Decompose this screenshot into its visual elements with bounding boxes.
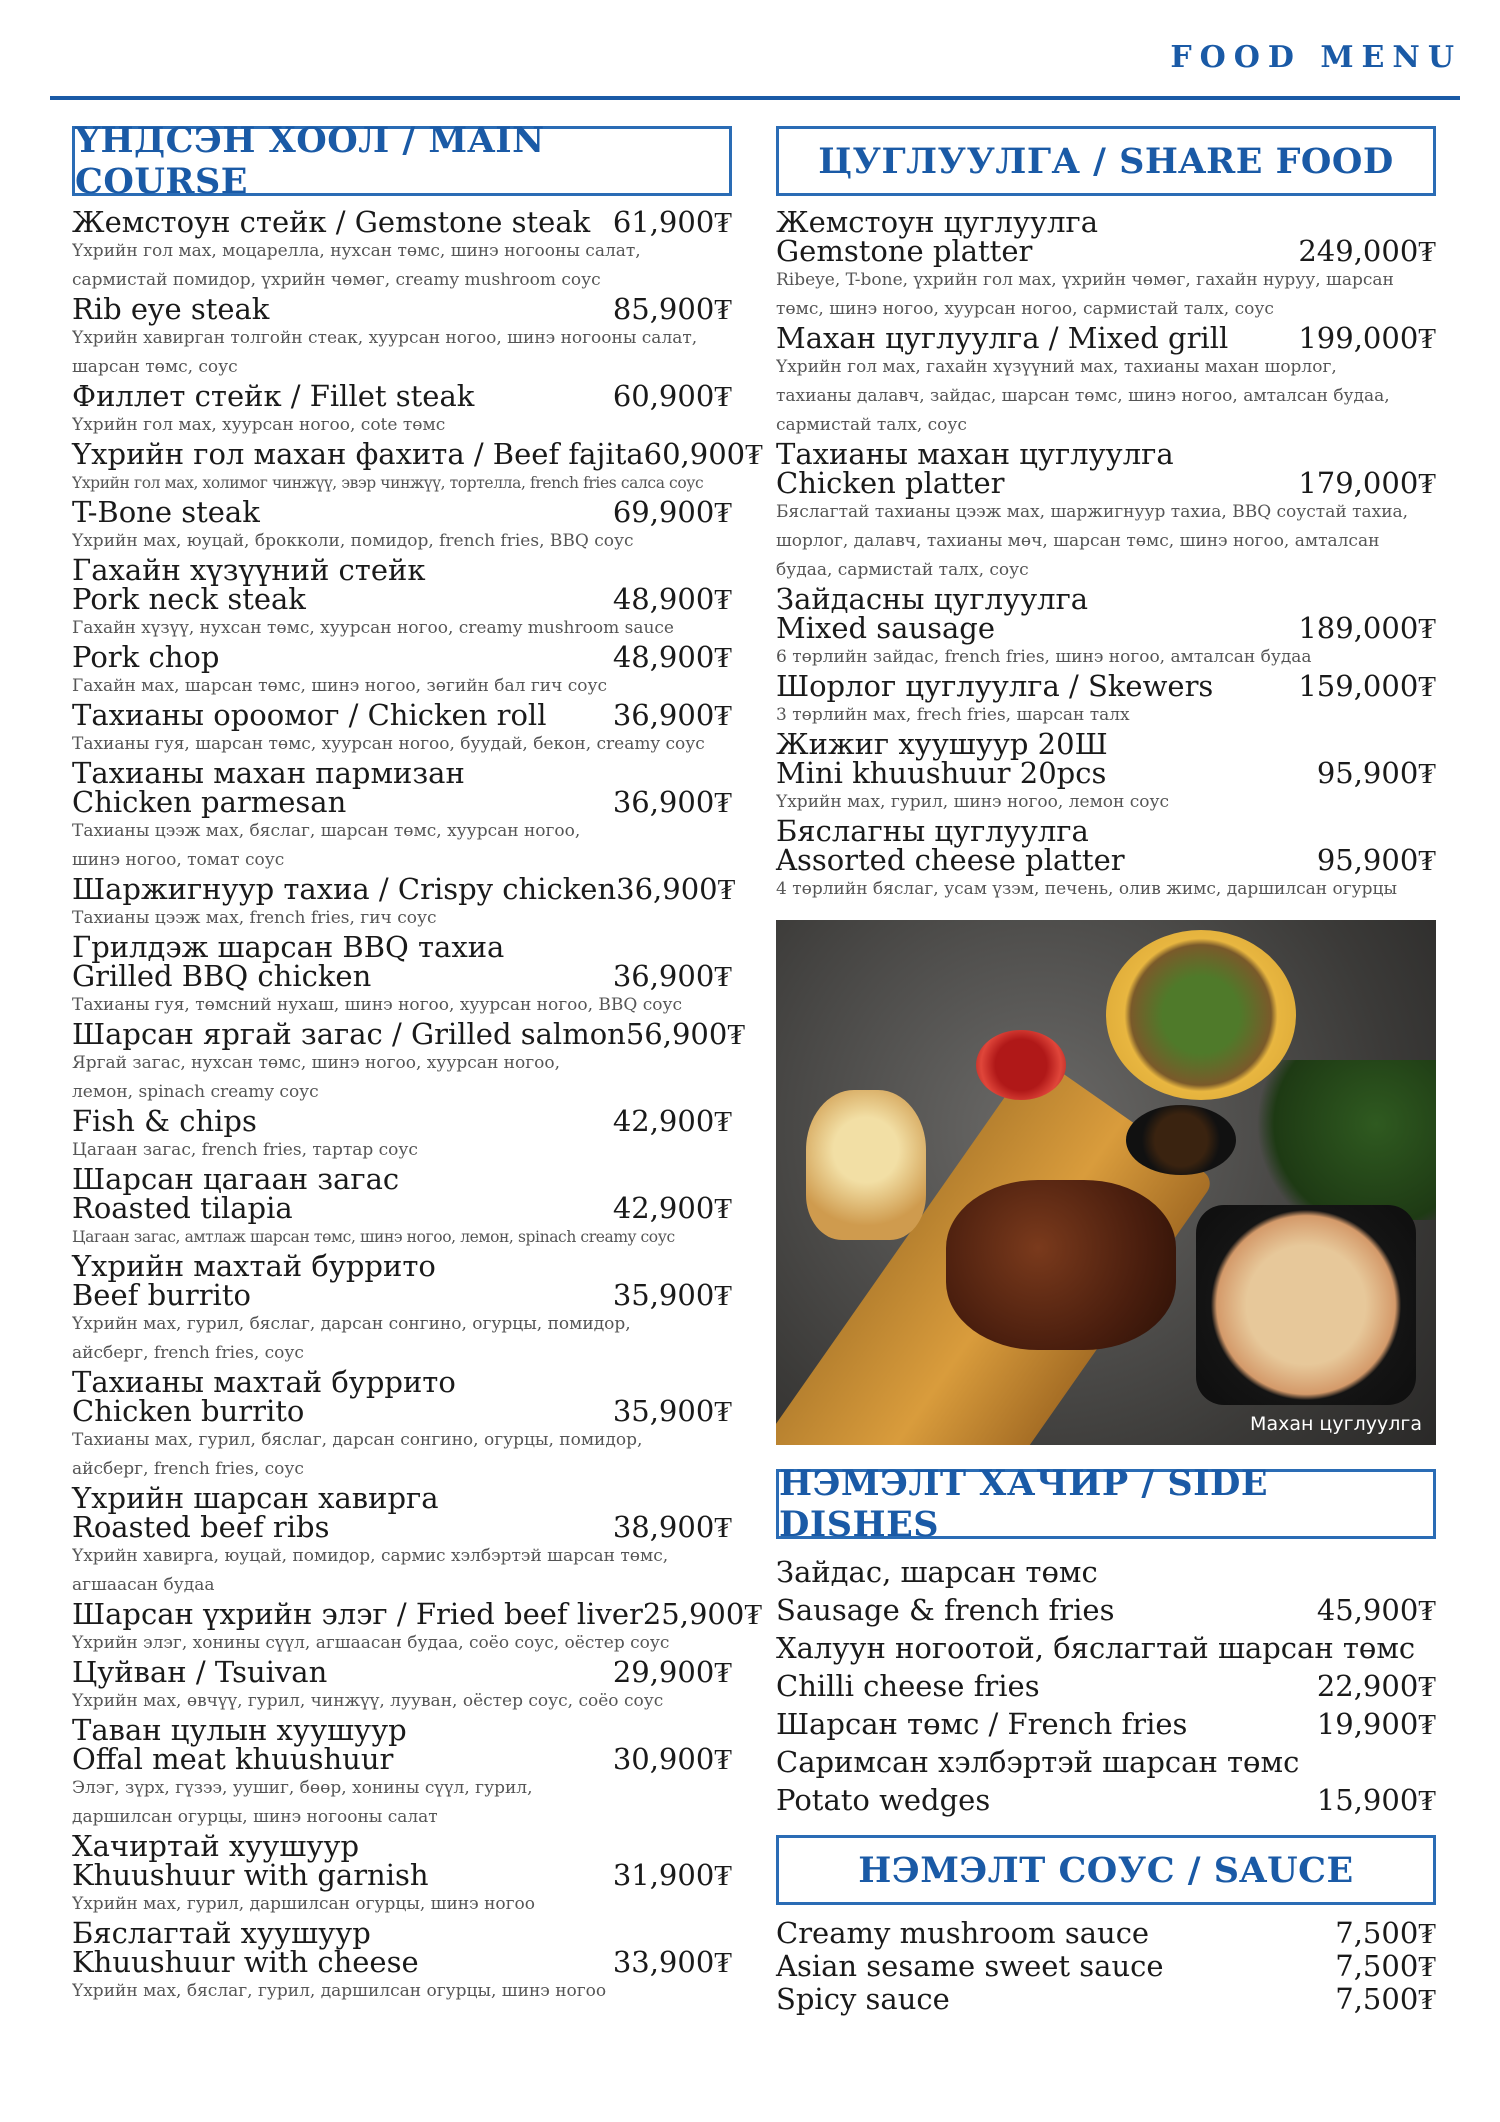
menu-item-name: Гахайн хүзүүний стейк — [72, 553, 426, 587]
menu-item-name: Rib eye steak — [72, 292, 270, 326]
menu-item-price: 7,500₮ — [1335, 1916, 1436, 1950]
menu-item-name: Pork chop — [72, 640, 220, 674]
menu-item-price: 7,500₮ — [1335, 1982, 1436, 2016]
share-food-column — [776, 126, 1436, 2016]
menu-item-name: Potato wedges — [776, 1783, 991, 1817]
menu-item-description: Элэг, зүрх, гүзээ, уушиг, бөөр, хонины сүүл, гурил, — [72, 1778, 533, 1798]
menu-item-description: Тахианы цээж мах, бяслаг, шарсан төмс, хуурсан ногоо, — [72, 821, 581, 841]
menu-item-name: Бяслагтай хуушуур — [72, 1916, 371, 1950]
menu-item-price: 85,900₮ — [612, 292, 732, 326]
menu-item-name: Жемстоун стейк / Gemstone steak — [72, 205, 591, 239]
menu-item-name: Тахианы ороомог / Chicken roll — [72, 698, 547, 732]
menu-item — [72, 1713, 732, 1832]
menu-item — [72, 1162, 732, 1252]
menu-item-price: 36,900₮ — [612, 959, 732, 993]
menu-item-price: 35,900₮ — [612, 1278, 732, 1312]
food-photo — [776, 920, 1436, 1445]
page-title: FOOD MENU — [1170, 40, 1462, 75]
menu-item — [72, 205, 732, 295]
menu-item-name: Бяслагны цуглуулга — [776, 814, 1089, 848]
menu-item-description: Цагаан загас, french fries, тартар соус — [72, 1140, 418, 1160]
menu-item-description: Ribeye, T-bone, үхрийн гол мах, үхрийн чөмөг, гахайн нуруу, шарсан — [776, 270, 1394, 290]
menu-item-name: Филлет стейк / Fillet steak — [72, 379, 475, 413]
menu-item — [776, 727, 1436, 817]
menu-item-price: 61,900₮ — [612, 205, 732, 239]
photo-salad-bowl — [1106, 930, 1296, 1100]
menu-item — [776, 437, 1436, 585]
sauce-list — [776, 1917, 1436, 2016]
menu-item-name: Тахианы махан пармизан — [72, 756, 465, 790]
menu-item — [776, 582, 1436, 672]
menu-item-description: Үхрийн мах, гурил, бяслаг, дарсан сонгино, огурцы, помидор, — [72, 1314, 631, 1334]
menu-item-name: Chilli cheese fries — [776, 1669, 1040, 1703]
menu-item-name: Цуйван / Tsuivan — [72, 1655, 328, 1689]
menu-item — [72, 1481, 732, 1600]
menu-item — [776, 669, 1436, 730]
menu-item — [776, 814, 1436, 904]
menu-item-description: Тахианы гуя, шарсан төмс, хуурсан ногоо, буудай, бекон, creamy соус — [72, 734, 705, 754]
menu-item — [72, 553, 732, 643]
menu-item — [776, 1983, 1436, 2016]
menu-item-price: 36,900₮ — [612, 785, 732, 819]
menu-item-description: Үхрийн гол мах, моцарелла, нухсан төмс, шинэ ногооны салат, — [72, 241, 641, 261]
menu-item-description: лемон, spinach creamy соус — [72, 1082, 319, 1102]
menu-item-description: тахианы далавч, зайдас, шарсан төмс, шинэ ногоо, амталсан будаа, — [776, 386, 1390, 406]
menu-item-name: Grilled BBQ chicken — [72, 959, 372, 993]
menu-item-name: Зайдас, шарсан төмс — [776, 1555, 1098, 1589]
menu-item-price: 60,900₮ — [612, 379, 732, 413]
photo-caption: Махан цуглуулга — [1250, 1413, 1422, 1435]
menu-item-name: Asian sesame sweet sauce — [776, 1949, 1164, 1983]
menu-item-name: Roasted beef ribs — [72, 1510, 330, 1544]
menu-item-name: Үхрийн шарсан хавирга — [72, 1481, 439, 1515]
main-course-heading: ҮНДСЭН ХООЛ / MAIN COURSE — [72, 126, 732, 196]
menu-item-description: Бяслагтай тахианы цээж мах, шаржигнуур тахиа, BBQ соустай тахиа, — [776, 502, 1409, 522]
menu-item-description: айсберг, french fries, соус — [72, 1459, 304, 1479]
side-dishes-heading: НЭМЭЛТ ХАЧИР / SIDE DISHES — [776, 1469, 1436, 1539]
photo-rice-bowl — [1196, 1205, 1416, 1405]
menu-item-name: Assorted cheese platter — [776, 843, 1125, 877]
menu-item-name: Roasted tilapia — [72, 1191, 293, 1225]
menu-item-description: Тахианы мах, гурил, бяслаг, дарсан сонгино, огурцы, помидор, — [72, 1430, 643, 1450]
menu-item-description: Үхрийн хавирган толгойн стеак, хуурсан ногоо, шинэ ногооны салат, — [72, 328, 698, 348]
menu-item-name: Шарсан цагаан загас — [72, 1162, 400, 1196]
menu-item-name: T-Bone steak — [72, 495, 260, 529]
menu-item-price: 95,900₮ — [1316, 843, 1436, 877]
menu-item-name: Халуун ногоотой, бяслагтай шарсан төмс — [776, 1631, 1416, 1665]
menu-item-price: 95,900₮ — [1316, 756, 1436, 790]
menu-item — [72, 292, 732, 382]
menu-item-price: 45,900₮ — [1316, 1593, 1436, 1627]
menu-item-name: Fish & chips — [72, 1104, 257, 1138]
menu-item-description: сармистай помидор, үхрийн чөмөг, creamy mushroom соус — [72, 270, 601, 290]
menu-item-price: 179,000₮ — [1298, 466, 1436, 500]
menu-item-name: Жижиг хуушуур 20Ш — [776, 727, 1108, 761]
menu-item-description: Үхрийн гол мах, гахайн хүзүүний мах, тахианы махан шорлог, — [776, 357, 1337, 377]
menu-item-name: Spicy sauce — [776, 1982, 950, 2016]
menu-item-price: 42,900₮ — [612, 1104, 732, 1138]
menu-item-name: Chicken platter — [776, 466, 1005, 500]
menu-item-name: Sausage & french fries — [776, 1593, 1115, 1627]
menu-item-price: 22,900₮ — [1316, 1669, 1436, 1703]
photo-bread — [806, 1090, 926, 1240]
menu-item-description: даршилсан огурцы, шинэ ногооны салат — [72, 1807, 438, 1827]
share-food-list — [776, 205, 1436, 904]
menu-item-description: шорлог, далавч, тахианы мөч, шарсан төмс, шинэ ногоо, амталсан — [776, 531, 1380, 551]
menu-item-name: Chicken burrito — [72, 1394, 305, 1428]
header-divider — [50, 96, 1460, 100]
menu-item — [776, 321, 1436, 440]
menu-item-name: Pork neck steak — [72, 582, 306, 616]
menu-item-name: Тахианы махан цуглуулга — [776, 437, 1174, 471]
menu-item-name: Offal meat khuushuur — [72, 1742, 394, 1776]
menu-item — [72, 1365, 732, 1484]
menu-item-price: 15,900₮ — [1316, 1783, 1436, 1817]
menu-item-price: 31,900₮ — [612, 1858, 732, 1892]
menu-item-price: 38,900₮ — [612, 1510, 732, 1544]
menu-item-price: 199,000₮ — [1298, 321, 1436, 355]
menu-item-name: Зайдасны цуглуулга — [776, 582, 1089, 616]
menu-item — [72, 1104, 732, 1165]
menu-item-description: 6 төрлийн зайдас, french fries, шинэ ногоо, амталсан будаа — [776, 647, 1312, 667]
menu-item-description: 3 төрлийн мах, frech fries, шарсан талх — [776, 705, 1130, 725]
menu-item-price: 25,900₮ — [642, 1597, 763, 1631]
menu-item-price: 36,900₮ — [612, 698, 732, 732]
menu-item — [72, 1597, 763, 1658]
menu-item — [72, 1829, 732, 1919]
menu-item-description: Яргай загас, нухсан төмс, шинэ ногоо, хуурсан ногоо, — [72, 1053, 561, 1073]
menu-item-description: Үхрийн мах, юуцай, брокколи, помидор, french fries, BBQ соус — [72, 531, 634, 551]
menu-item-price: 33,900₮ — [612, 1945, 732, 1979]
menu-item-name: Creamy mushroom sauce — [776, 1916, 1150, 1950]
menu-item-description: Гахайн хүзүү, нухсан төмс, хуурсан ногоо, creamy mushroom sauce — [72, 618, 674, 638]
menu-item-name: Жемстоун цуглуулга — [776, 205, 1099, 239]
menu-item-price: 30,900₮ — [612, 1742, 732, 1776]
menu-item-name: Махан цуглуулга / Mixed grill — [776, 321, 1229, 355]
menu-item — [776, 1629, 1436, 1705]
menu-item-price: 48,900₮ — [612, 582, 732, 616]
menu-item-description: Үхрийн гол мах, хуурсан ногоо, cote төмс — [72, 415, 446, 435]
menu-item-name: Шорлог цуглуулга / Skewers — [776, 669, 1214, 703]
menu-item-description: Цагаан загас, амтлаж шарсан төмс, шинэ ногоо, лемон, spinach creamy соус — [72, 1228, 675, 1246]
menu-item-price: 29,900₮ — [612, 1655, 732, 1689]
menu-item-name: Үхрийн гол махан фахита / Beef fajita — [72, 437, 644, 471]
menu-item-description: шарсан төмс, соус — [72, 357, 238, 377]
main-course-list — [72, 205, 763, 2006]
menu-item-name: Mixed sausage — [776, 611, 996, 645]
menu-item-description: 4 төрлийн бяслаг, усам үзэм, печень, олив жимс, даршилсан огурцы — [776, 879, 1398, 899]
menu-item — [72, 1916, 732, 2006]
menu-item — [72, 872, 736, 933]
menu-item-price: 19,900₮ — [1316, 1707, 1436, 1741]
menu-item-description: агшаасан будаа — [72, 1575, 215, 1595]
share-food-heading: ЦУГЛУУЛГА / SHARE FOOD — [776, 126, 1436, 196]
menu-item-description: Үхрийн хавирга, юуцай, помидор, сармис хэлбэртэй шарсан төмс, — [72, 1546, 669, 1566]
menu-item-name: Chicken parmesan — [72, 785, 347, 819]
menu-item — [776, 1917, 1436, 1950]
photo-grilled-meat — [946, 1180, 1176, 1350]
menu-item-price: 35,900₮ — [612, 1394, 732, 1428]
menu-item-name: Beef burrito — [72, 1278, 251, 1312]
main-course-column — [72, 120, 763, 2006]
menu-item-price: 159,000₮ — [1298, 669, 1436, 703]
menu-item-description: шинэ ногоо, томат соус — [72, 850, 285, 870]
menu-item — [72, 437, 763, 498]
menu-item — [72, 640, 732, 701]
menu-item — [72, 698, 732, 759]
menu-item-description: Гахайн мах, шарсан төмс, шинэ ногоо, зөгийн бал гич соус — [72, 676, 608, 696]
menu-item-description: Үхрийн гол мах, холимог чинжүү, эвэр чинжүү, тортелла, french fries салса соус — [72, 474, 704, 492]
menu-item-price: 36,900₮ — [616, 872, 736, 906]
menu-item — [72, 379, 732, 440]
menu-item-name: Шаржигнуур тахиа / Crispy chicken — [72, 872, 617, 906]
menu-item — [776, 205, 1436, 324]
menu-item — [72, 756, 732, 875]
menu-item-price: 69,900₮ — [612, 495, 732, 529]
menu-item-name: Таван цулын хуушуур — [72, 1713, 407, 1747]
menu-item — [776, 1705, 1436, 1743]
menu-item — [72, 1655, 732, 1716]
menu-item-description: Үхрийн мах, өвчүү, гурил, чинжүү, лууван, оёстер соус, соёо соус — [72, 1691, 664, 1711]
menu-item-price: 60,900₮ — [643, 437, 763, 471]
menu-item — [72, 495, 732, 556]
menu-item — [776, 1743, 1436, 1819]
menu-item — [776, 1553, 1436, 1629]
menu-item-name: Саримсан хэлбэртэй шарсан төмс — [776, 1745, 1300, 1779]
menu-item-description: Үхрийн мах, гурил, даршилсан огурцы, шинэ ногоо — [72, 1894, 536, 1914]
menu-item-name: Үхрийн махтай буррито — [72, 1249, 436, 1283]
menu-item-name: Грилдэж шарсан BBQ тахиа — [72, 930, 505, 964]
menu-item-price: 42,900₮ — [612, 1191, 732, 1225]
menu-item-name: Khuushuur with garnish — [72, 1858, 429, 1892]
menu-item-description: сармистай талх, соус — [776, 415, 967, 435]
photo-red-sauce — [976, 1030, 1066, 1100]
menu-item-name: Тахианы махтай буррито — [72, 1365, 456, 1399]
menu-item-price: 249,000₮ — [1298, 234, 1436, 268]
menu-item — [72, 1017, 746, 1107]
menu-item-name: Gemstone platter — [776, 234, 1033, 268]
menu-item — [72, 1249, 732, 1368]
menu-item-price: 56,900₮ — [625, 1017, 746, 1051]
menu-item-price: 7,500₮ — [1335, 1949, 1436, 1983]
menu-item-description: будаа, сармистай талх, соус — [776, 560, 1029, 580]
menu-item-description: төмс, шинэ ногоо, хуурсан ногоо, сармистай талх, соус — [776, 299, 1274, 319]
menu-item-name: Khuushuur with cheese — [72, 1945, 419, 1979]
menu-item-description: Үхрийн элэг, хонины сүүл, агшаасан будаа, соёо соус, оёстер соус — [72, 1633, 670, 1653]
menu-item — [776, 1950, 1436, 1983]
photo-sauce-dish — [1126, 1105, 1236, 1175]
menu-item-price: 48,900₮ — [612, 640, 732, 674]
menu-item-description: Үхрийн мах, бяслаг, гурил, даршилсан огурцы, шинэ ногоо — [72, 1981, 607, 2001]
photo-leaves — [1236, 1060, 1436, 1220]
sauce-heading: НЭМЭЛТ СОУС / SAUCE — [776, 1835, 1436, 1905]
menu-item-description: Үхрийн мах, гурил, шинэ ногоо, лемон соус — [776, 792, 1170, 812]
menu-item-name: Шарсан үхрийн элэг / Fried beef liver — [72, 1597, 643, 1631]
menu-item-name: Шарсан яргай загас / Grilled salmon — [72, 1017, 626, 1051]
menu-item-name: Шарсан төмс / French fries — [776, 1707, 1188, 1741]
menu-item-description: айсберг, french fries, соус — [72, 1343, 304, 1363]
menu-item — [72, 930, 732, 1020]
menu-item-name: Хачиртай хуушуур — [72, 1829, 360, 1863]
side-dishes-list — [776, 1553, 1436, 1819]
menu-item-description: Тахианы гуя, төмсний нухаш, шинэ ногоо, хуурсан ногоо, BBQ соус — [72, 995, 683, 1015]
menu-item-description: Тахианы цээж мах, french fries, гич соус — [72, 908, 437, 928]
menu-item-price: 189,000₮ — [1298, 611, 1436, 645]
menu-item-name: Mini khuushuur 20pcs — [776, 756, 1107, 790]
